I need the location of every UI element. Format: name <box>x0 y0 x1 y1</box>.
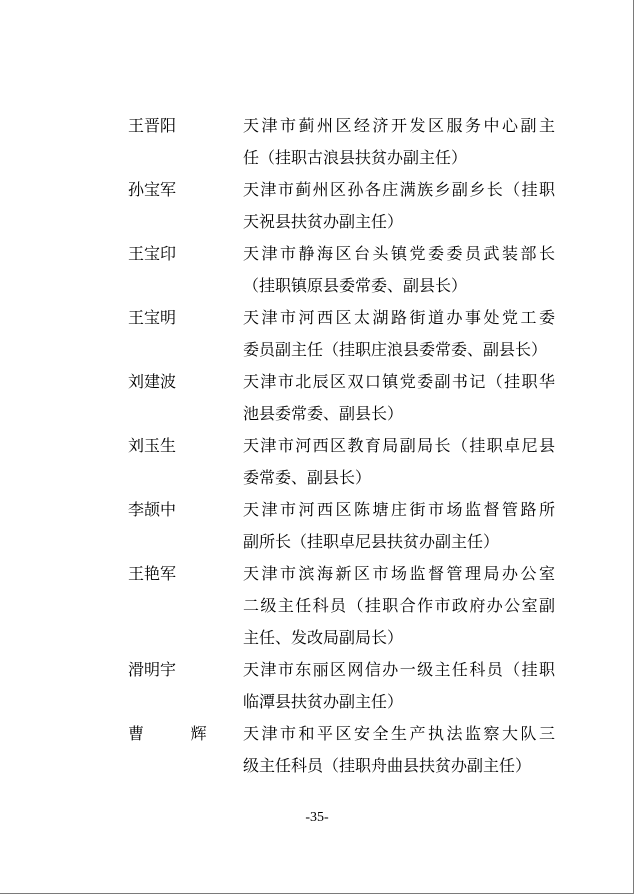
person-name: 王宝明 <box>128 308 177 327</box>
position-description <box>243 174 555 238</box>
description-line: 天津市静海区台头镇党委委员武装部长 <box>243 244 555 263</box>
description-line: 天津市河西区教育局副局长（挂职卓尼县 <box>243 436 555 455</box>
personnel-entry <box>0 302 634 366</box>
description-line: 副所长（挂职卓尼县扶贫办副主任） <box>243 532 500 551</box>
description-line: 委常委、副县长） <box>243 468 372 487</box>
personnel-entry <box>0 654 634 718</box>
description-line: 主任、发改局副局长） <box>243 628 404 647</box>
position-description <box>243 238 555 302</box>
description-line: 天津市河西区陈塘庄街市场监督管路所 <box>243 500 555 519</box>
person-name: 孙宝军 <box>128 180 177 199</box>
personnel-entry <box>0 174 634 238</box>
description-line: 天津市北辰区双口镇党委副书记（挂职华 <box>243 372 555 391</box>
page-number: -35- <box>305 810 329 825</box>
position-description <box>243 302 555 366</box>
personnel-entry <box>0 366 634 430</box>
personnel-entry <box>0 238 634 302</box>
description-line: 临潭县扶贫办副主任） <box>243 692 404 711</box>
person-name: 王晋阳 <box>128 116 177 135</box>
person-name: 曹 辉 <box>128 724 228 743</box>
person-name: 王艳军 <box>128 564 177 583</box>
personnel-entry <box>0 718 634 782</box>
description-line: 天津市和平区安全生产执法监察大队三 <box>243 724 555 743</box>
position-description <box>243 494 555 558</box>
personnel-entry <box>0 558 634 654</box>
description-line: 级主任科员（挂职舟曲县扶贫办副主任） <box>243 756 532 775</box>
position-description <box>243 654 555 718</box>
person-name: 王宝印 <box>128 244 177 263</box>
description-line: 二级主任科员（挂职合作市政府办公室副 <box>243 596 555 615</box>
description-line: （挂职镇原县委常委、副县长） <box>243 276 468 295</box>
position-description <box>243 430 555 494</box>
description-line: 天津市蓟州区经济开发区服务中心副主 <box>243 116 555 135</box>
description-line: 天津市东丽区网信办一级主任科员（挂职 <box>243 660 555 679</box>
description-line: 天津市蓟州区孙各庄满族乡副乡长（挂职 <box>243 180 555 199</box>
position-description <box>243 110 555 174</box>
position-description <box>243 366 555 430</box>
personnel-entry <box>0 494 634 558</box>
person-name: 刘玉生 <box>128 436 177 455</box>
personnel-entry <box>0 430 634 494</box>
description-line: 池县委常委、副县长） <box>243 404 404 423</box>
description-line: 任（挂职古浪县扶贫办副主任） <box>243 148 468 167</box>
description-line: 天津市河西区太湖路街道办事处党工委 <box>243 308 555 327</box>
description-line: 天津市滨海新区市场监督管理局办公室 <box>243 564 555 583</box>
person-name: 李颉中 <box>128 500 177 519</box>
position-description <box>243 558 555 654</box>
description-line: 委员副主任（挂职庄浪县委常委、副县长） <box>243 340 548 359</box>
person-name: 刘建波 <box>128 372 177 391</box>
person-name: 滑明宇 <box>128 660 177 679</box>
position-description <box>243 718 555 782</box>
personnel-entry <box>0 110 634 174</box>
description-line: 天祝县扶贫办副主任） <box>243 212 404 231</box>
